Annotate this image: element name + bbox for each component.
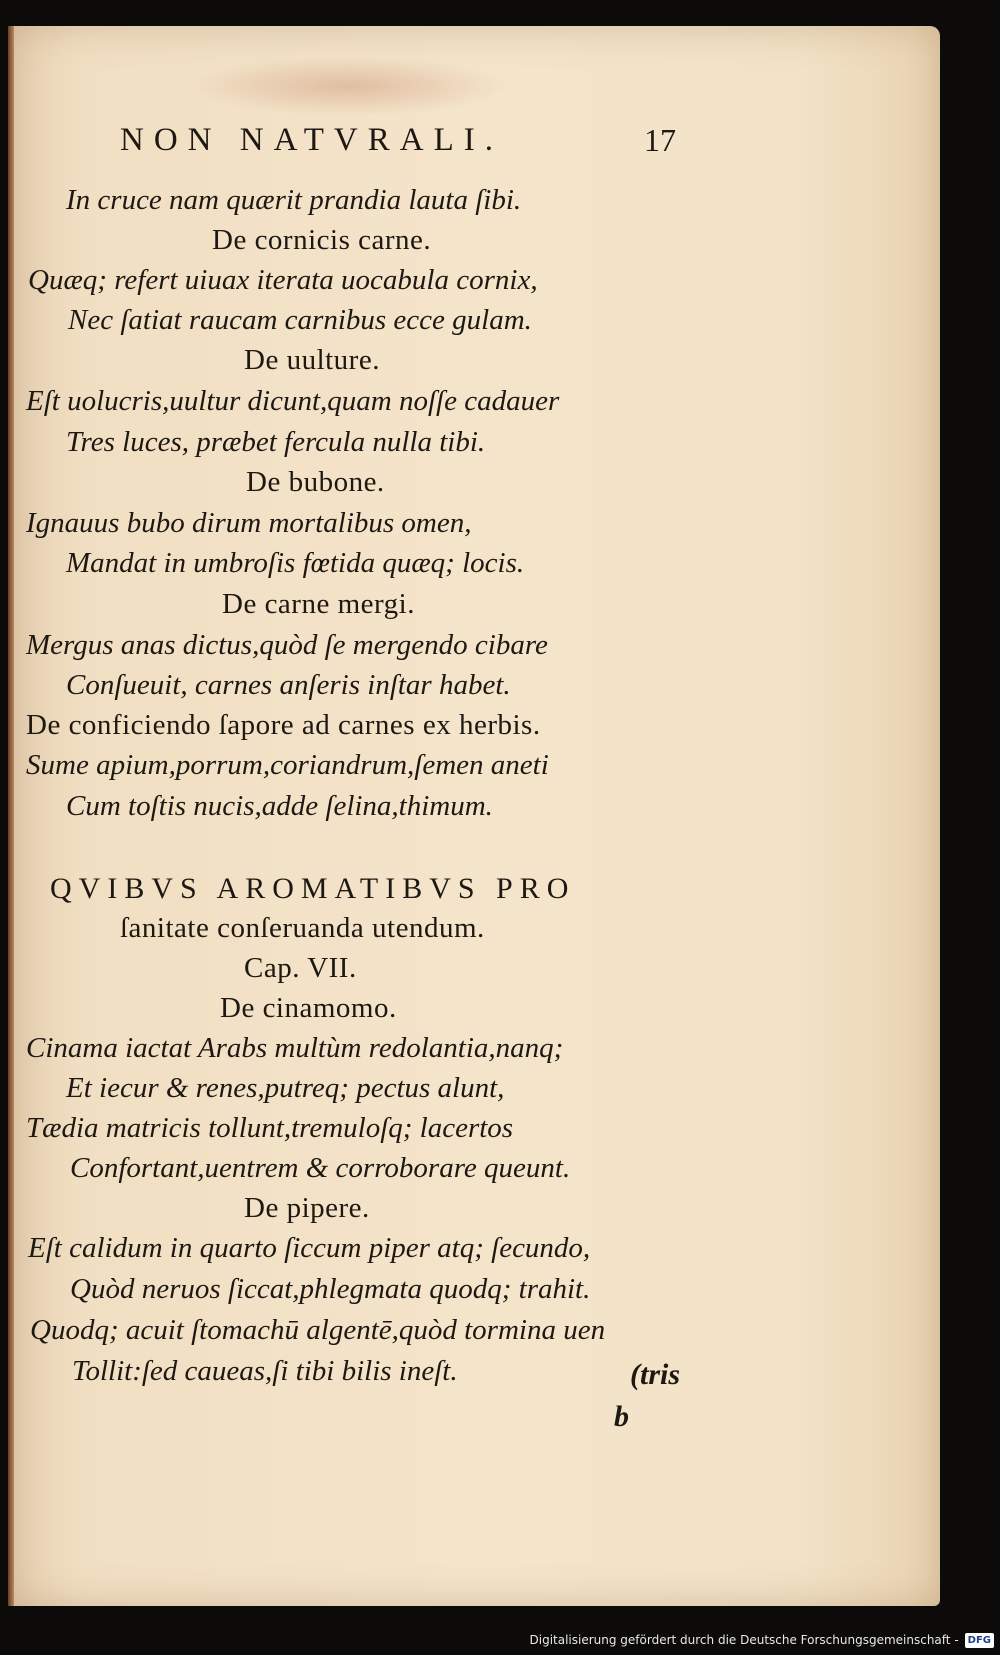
text-line: Mergus anas dictus,quòd ſe mergendo cibare <box>26 629 548 661</box>
text-line: Nec ſatiat raucam carnibus ecce gulam. <box>68 304 532 336</box>
section-heading: De carne mergi. <box>222 588 415 620</box>
text-line: Tres luces, præbet fercula nulla tibi. <box>66 426 486 458</box>
section-heading: De cinamomo. <box>220 992 397 1024</box>
chapter-subtitle: ſanitate conſeruanda utendum. <box>120 912 485 944</box>
text-line: Ignauus bubo dirum mortalibus omen, <box>26 507 472 539</box>
text-line: Quodq; acuit ſtomachū algentē,quòd tormina uen <box>30 1314 606 1346</box>
text-line: Tollit:ſed caueas,ſi tibi bilis ineſt. <box>72 1355 458 1387</box>
signature-mark: b <box>614 1400 629 1433</box>
chapter-title: QVIBVS AROMATIBVS PRO <box>50 872 576 905</box>
text-line: Eſt calidum in quarto ſiccum piper atq; ſecundo, <box>28 1232 591 1264</box>
catchword: (tris <box>630 1358 681 1391</box>
text-line: Mandat in umbroſis fœtida quæq; locis. <box>66 547 525 579</box>
page-number: 17 <box>644 122 676 158</box>
footer <box>530 1629 995 1651</box>
chapter-number: Cap. VII. <box>244 952 357 984</box>
text-line: Cinama iactat Arabs multùm redolantia,nanq; <box>26 1032 564 1064</box>
text-block <box>8 26 940 1606</box>
book-page <box>8 26 940 1606</box>
text-line: Sume apium,porrum,coriandrum,ſemen aneti <box>26 749 549 781</box>
section-heading: De bubone. <box>246 466 385 498</box>
text-line: In cruce nam quærit prandia lauta ſibi. <box>66 184 522 216</box>
section-heading: De pipere. <box>244 1192 370 1224</box>
dfg-logo: DFG <box>965 1633 994 1648</box>
section-heading: De conficiendo ſapore ad carnes ex herbis. <box>26 709 541 741</box>
text-line: Tædia matricis tollunt,tremuloſq; lacertos <box>26 1112 514 1144</box>
text-line: Quæq; refert uiuax iterata uocabula cornix, <box>28 264 538 296</box>
text-line: Cum toſtis nucis,adde ſelina,thimum. <box>66 790 493 822</box>
section-heading: De cornicis carne. <box>212 224 432 256</box>
running-head: NON NATVRALI. <box>120 122 503 158</box>
text-line: Conſueuit, carnes anſeris inſtar habet. <box>66 669 511 701</box>
section-heading: De uulture. <box>244 344 380 376</box>
text-line: Et iecur & renes,putreq; pectus alunt, <box>66 1072 505 1104</box>
footer-credit: Digitalisierung gefördert durch die Deutsche Forschungsgemeinschaft - <box>529 1633 959 1647</box>
text-line: Quòd neruos ſiccat,phlegmata quodq; trahit. <box>70 1273 591 1305</box>
text-line: Eſt uolucris,uultur dicunt,quam noſſe cadauer <box>26 385 560 417</box>
text-line: Confortant,uentrem & corroborare queunt. <box>70 1152 571 1184</box>
